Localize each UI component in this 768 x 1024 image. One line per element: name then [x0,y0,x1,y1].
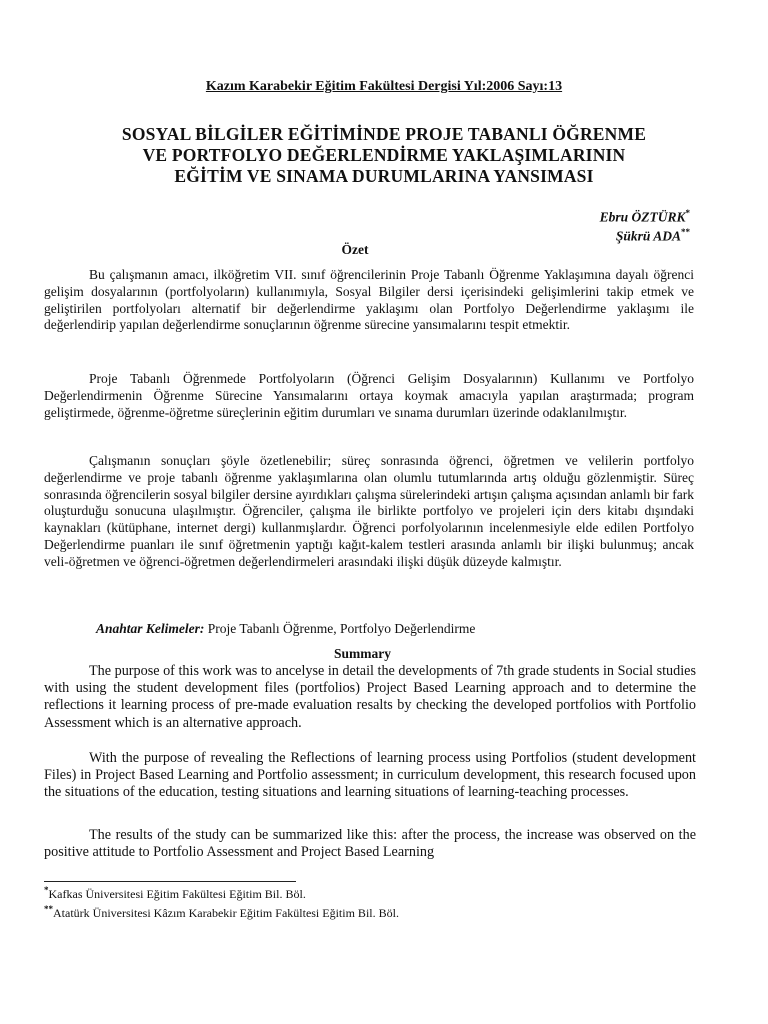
footnote-mark: * [44,885,49,895]
keywords-text: Proje Tabanlı Öğrenme, Portfolyo Değerlendirme [207,621,476,636]
footnote-text: Kafkas Üniversitesi Eğitim Fakültesi Eğitim Bil. Böl. [48,887,306,901]
footnote-divider [44,881,296,882]
author-1 [600,208,690,226]
keywords-line [96,621,475,637]
title-line: SOSYAL BİLGİLER EĞİTİMİNDE PROJE TABANLI ÖĞRENME [121,124,647,144]
journal-header: Kazım Karabekir Eğitim Fakültesi Dergisi Yıl:2006 Sayı:13 [205,79,563,94]
keywords-label: Anahtar Kelimeler: [96,621,205,636]
author-footnote-mark: ** [681,227,690,237]
abstract-paragraph: Bu çalışmanın amacı, ilköğretim VII. sınıf öğrencilerinin Proje Tabanlı Öğrenme Yaklaşımına dayalı öğrenci gelişim dosyalarının (portfolyoların) kullanımıyla, Sosyal Bilgiler dersi içerisindeki gelişimlerini takip etmek ve geliştirilen portfolyoları alternatif bir değerlendirme yaklaşımı olan Portfolyo Değerlendirme yaklaşımı ile değerlendirip yapılan değerlendirme sonuçlarının öğrenme sürecine yansımalarını tespit etmektir. [44,267,694,333]
abstract-heading-en: Summary [334,646,391,661]
footnote-text: Atatürk Üniversitesi Kâzım Karabekir Eğitim Fakültesi Eğitim Bil. Böl. [53,906,399,920]
abstract-heading-tr: Özet [341,242,369,257]
abstract-paragraph: Proje Tabanlı Öğrenmede Portfolyoların (Öğrenci Gelişim Dosyalarının) Kullanımı ve Portfolyo Değerlendirmenin Öğrenme Sürecine Yansımalarını ortaya koymak amacıyla yapılan araştırmada; program geliştirmede, öğrenme-öğretme süreçlerinin eğitim durumları ve sınama durumları üzerinde odaklanılmıştır. [44,371,694,420]
abstract-paragraph: Çalışmanın sonuçları şöyle özetlenebilir; süreç sonrasında öğrenci, öğretmen ve velilerin portfolyo değerlendirme ve proje tabanlı öğrenme yaklaşımlarına olan olumlu tutumlarında artış olduğu gözlenmiştir. Süreç sonrasında öğrencilerin sosyal bilgiler dersine ayırdıkları çalışma sürelerindeki artışın çalışma açısından anlamlı bir fark oluşturduğu sonucuna ulaşılmıştır. Öğrenciler, çalışma ile birlikte portfolyo ve projeleri için ders kitabı dışındaki kaynakları (kütüphane, internet dergi) kullanmışlardır. Öğrenci porfolyolarının incelenmesiyle elde edilen Portfolyo Değerlendirme puanları ile sınıf öğretmenin yaptığı kağıt-kalem testleri arasında anlamlı bir ilişki bulunmuş; ancak veli-öğretmen ve öğrenci-öğretmen değerlendirmeleri arasındaki ilişki düşük düzeyde kalmıştır. [44,453,694,569]
title-line: EĞİTİM VE SINAMA DURUMLARINA YANSIMASI [174,166,594,186]
footnote [44,885,306,902]
summary-paragraph: The results of the study can be summarized like this: after the process, the increase was observed on the positive attitude to Portfolio Assessment and Project Based Learning [44,827,696,861]
article-title [40,124,728,187]
author-name: Ebru ÖZTÜRK [599,209,686,225]
footnote [44,904,399,921]
summary-paragraph: The purpose of this work was to ancelyse in detail the developments of 7th grade students in Social studies with using the student development files (portfolios) Project Based Learning approach and to determine the reflections it learning process of pre-made evaluation resalts by checking the developed portfolios with Portfolio Assessment which is an alternative approach. [44,663,696,731]
footnote-mark: ** [44,904,53,914]
summary-paragraph: With the purpose of revealing the Reflections of learning process using Portfolios (student development Files) in Project Based Learning and Portfolio assessment; in curriculum development, this research focused upon the situations of the education, testing situations and learning situations of learning-teaching processes. [44,750,696,801]
author-name: Şükrü ADA [615,228,681,244]
author-footnote-mark: * [685,208,690,218]
title-line: VE PORTFOLYO DEĞERLENDİRME YAKLAŞIMLARININ [142,145,626,165]
